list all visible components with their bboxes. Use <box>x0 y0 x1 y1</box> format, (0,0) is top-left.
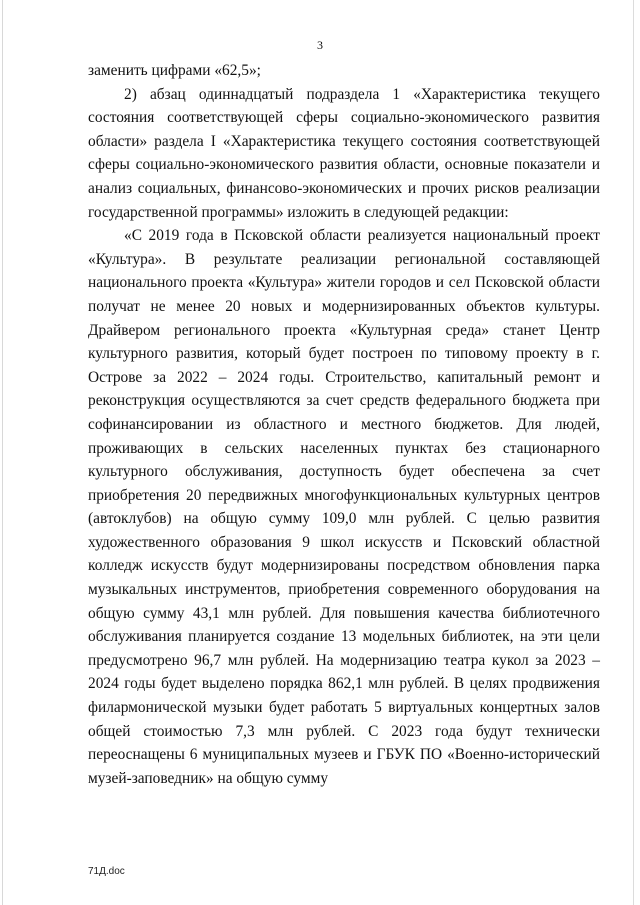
paragraph-amendment: 2) абзац одиннадцатый подраздела 1 «Характеристика текущего состояния соответствующей сферы социально-экономического развития области» раздела I «Характеристика текущего состояния соответствующей сферы социально-экономического развития области, основные показатели и анализ социальных, финансово-экономических и прочих рисков реализации государственной программы» изложить в следующей редакции: <box>88 85 600 221</box>
paragraph-continuation: заменить цифрами «62,5»; <box>88 62 261 79</box>
scan-edge-left <box>2 0 3 905</box>
page-number: 3 <box>317 38 323 52</box>
document-body <box>88 59 600 790</box>
file-name-footer: 71Д.doc <box>88 866 125 877</box>
scan-edge-right <box>633 0 634 905</box>
paragraph-quoted-text: «С 2019 года в Псковской области реализуется национальный проект «Культура». В результате реализации региональной составляющей национального проекта «Культура» жители городов и сел Псковской области получат не менее 20 новых и модернизированных объектов культуры. Драйвером регионального проекта «Культурная среда» станет Центр культурного развития, который будет построен по типовому проекту в г. Острове за 2022 – 2024 годы. Строительство, капитальный ремонт и реконструкция осуществляются за счет средств федерального бюджета при софинансировании из областного и местного бюджетов. Для людей, проживающих в сельских населенных пунктах без стационарного культурного обслуживания, доступность будет обеспечена за счет приобретения 20 передвижных многофункциональных культурных центров (автоклубов) на общую сумму 109,0 млн рублей. С целью развития художественного образования 9 школ искусств и Псковский областной колледж искусств будут модернизированы посредством обновления парка музыкальных инструментов, приобретения современного оборудования на общую сумму 43,1 млн рублей. Для повышения качества библиотечного обслуживания планируется создание 13 модельных библиотек, на эти цели предусмотрено 96,7 млн рублей. На модернизацию театра кукол за 2023 – 2024 годы будет выделено порядка 862,1 млн рублей. В целях продвижения филармонической музыки будет работать 5 виртуальных концертных залов общей стоимостью 7,3 млн рублей. С 2023 года будут технически переоснащены 6 муниципальных музеев и ГБУК ПО «Военно-исторический музей-заповедник» на общую сумму <box>88 227 600 787</box>
